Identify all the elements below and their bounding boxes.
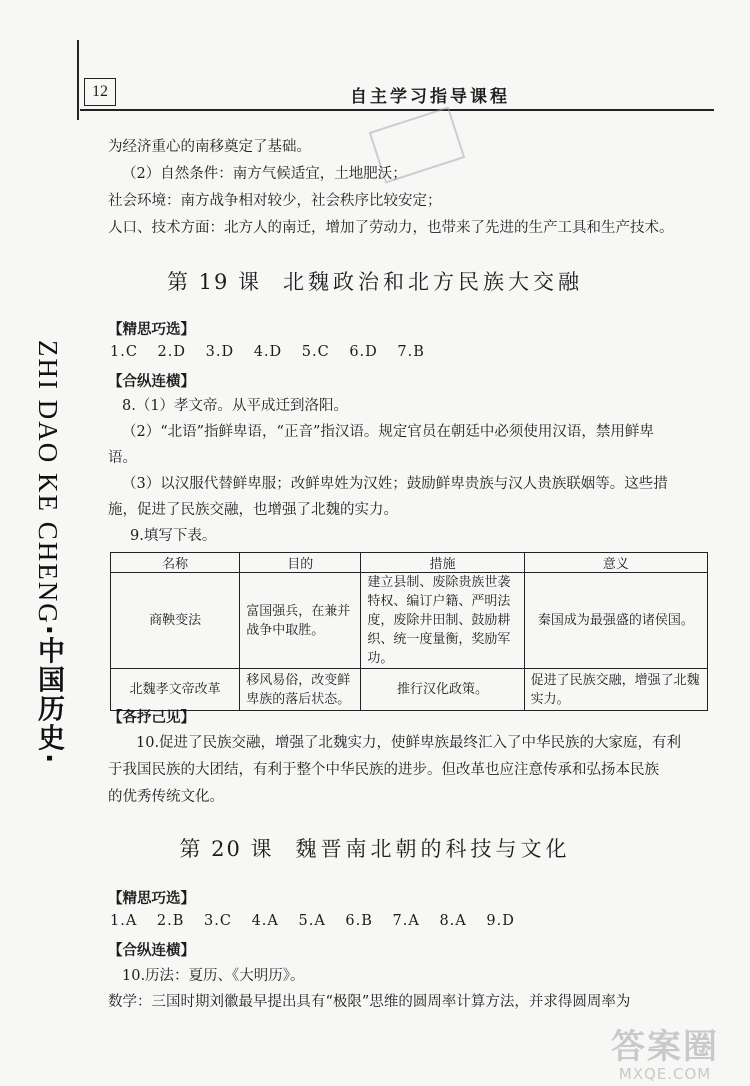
lesson-19-section-choice: 【精思巧选】 <box>108 322 195 338</box>
table-cell-significance: 秦国成为最强盛的诸侯国。 <box>524 573 707 669</box>
answer: 1.A <box>110 913 138 929</box>
lesson-19-title: 北魏政治和北方民族大交融 <box>283 270 584 294</box>
answer: 3.D <box>205 344 235 360</box>
header-vertical-rule <box>77 40 79 120</box>
table-header-row <box>111 553 708 573</box>
watermark-logo <box>590 1028 740 1082</box>
answer: 5.C <box>301 344 330 360</box>
lesson-20-section-choice: 【精思巧选】 <box>108 891 195 907</box>
intro-line-1: 为经济重心的南移奠定了基础。 <box>108 139 311 155</box>
q8-line-1: 8.（1）孝文帝。从平成迁到洛阳。 <box>122 398 349 414</box>
lesson-20-section-connect: 【合纵连横】 <box>108 943 195 959</box>
header-rule <box>80 109 714 111</box>
table-cell-name: 商鞅变法 <box>111 573 240 669</box>
lesson-19-section-connect: 【合纵连横】 <box>108 374 195 390</box>
table-header-significance: 意义 <box>524 553 707 573</box>
table-header-goal: 目的 <box>240 553 361 573</box>
q8-line-5: 施，促进了民族交融，也增强了北魏的实力。 <box>108 502 398 518</box>
intro-line-3: 社会环境：南方战争相对较少，社会秩序比较安定； <box>108 193 442 209</box>
lesson-20-heading <box>0 833 750 863</box>
q9-prompt: 9.填写下表。 <box>130 528 217 544</box>
lesson-19-section-opinion: 【各抒己见】 <box>108 710 195 726</box>
table-row <box>111 573 708 669</box>
lesson-19-heading <box>0 266 750 296</box>
answer: 8.A <box>439 913 467 929</box>
table-cell-goal: 富国强兵，在兼并战争中取胜。 <box>240 573 361 669</box>
table-row <box>111 669 708 711</box>
q10-line-2: 于我国民族的大团结，有利于整个中华民族的进步。但改革也应注意传承和弘扬本民族 <box>108 762 659 778</box>
answer: 7.B <box>397 344 425 360</box>
answer: 2.B <box>156 913 185 929</box>
lesson-19-answers <box>110 344 439 360</box>
table-header-measures: 措施 <box>361 553 524 573</box>
lesson-19-number: 第 19 课 <box>166 270 262 294</box>
answer: 6.B <box>345 913 373 929</box>
q10-line-1: 10.促进了民族交融，增强了北魏实力，使鲜卑族最终汇入了中华民族的大家庭，有利 <box>136 735 682 751</box>
q8-line-2: （2）“北语”指鲜卑语，“正音”指汉语。规定官员在朝廷中必须使用汉语，禁用鲜卑 <box>122 424 654 440</box>
table-header-name: 名称 <box>111 553 240 573</box>
answer: 3.C <box>204 913 232 929</box>
table-cell-measures: 建立县制、废除贵族世袭特权、编订户籍、严明法度，废除井田制、鼓励耕织、统一度量衡，奖励军功。 <box>361 573 524 669</box>
intro-line-4: 人口、技术方面：北方人的南迁，增加了劳动力，也带来了先进的生产工具和生产技术。 <box>108 220 674 236</box>
l20-line-1: 10.历法：夏历、《大明历》。 <box>122 968 305 984</box>
answer: 7.A <box>392 913 420 929</box>
table-cell-significance: 促进了民族交融，增强了北魏实力。 <box>524 669 707 711</box>
table-cell-name: 北魏孝文帝改革 <box>111 669 240 711</box>
answer: 4.D <box>253 344 283 360</box>
q8-line-3: 语。 <box>108 450 137 466</box>
lesson-20-number: 第 20 课 <box>179 837 274 861</box>
watermark-logo-url: MXQE.COM <box>618 1065 712 1083</box>
answer: 1.C <box>110 344 138 360</box>
page-number: 12 <box>84 78 116 106</box>
lesson-20-answers <box>110 913 529 929</box>
answer: 6.D <box>349 344 378 360</box>
side-series-title <box>33 340 68 766</box>
side-series-latin: ZHI DAO KE CHENG <box>33 340 63 625</box>
watermark-logo-main: 答案圈 <box>611 1027 719 1067</box>
q10-line-3: 的优秀传统文化。 <box>108 789 224 805</box>
side-series-chinese: ·中国历史· <box>33 624 64 766</box>
running-title: 自主学习指导课程 <box>350 87 510 107</box>
table-cell-measures: 推行汉化政策。 <box>361 669 524 711</box>
intro-line-2: （2）自然条件：南方气候适宜，土地肥沃； <box>122 166 407 182</box>
answer: 9.D <box>486 913 515 929</box>
q8-line-4: （3）以汉服代替鲜卑服；改鲜卑姓为汉姓；鼓励鲜卑贵族与汉人贵族联姻等。这些措 <box>122 476 668 492</box>
table-cell-goal: 移风易俗，改变鲜卑族的落后状态。 <box>240 669 361 711</box>
answer: 4.A <box>251 913 279 929</box>
comparison-table <box>110 552 708 711</box>
lesson-20-title: 魏晋南北朝的科技与文化 <box>295 837 571 861</box>
answer: 5.A <box>298 913 326 929</box>
answer: 2.D <box>157 344 187 360</box>
l20-line-2: 数学：三国时期刘徽最早提出具有“极限”思维的圆周率计算方法，并求得圆周率为 <box>108 994 631 1010</box>
